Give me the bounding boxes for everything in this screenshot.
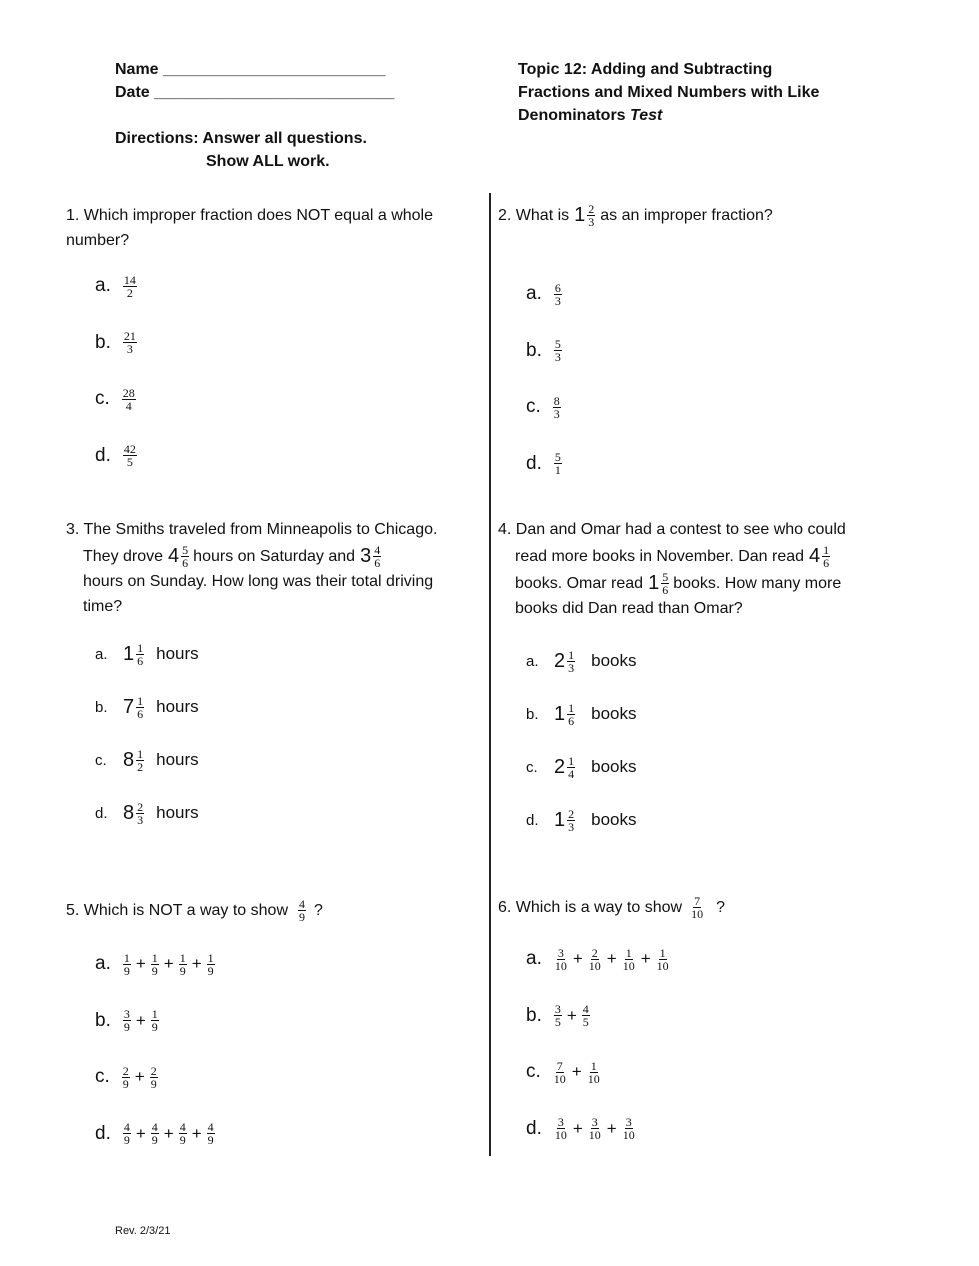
question-1-line1: 1. Which improper fraction does NOT equal a whole [66, 207, 433, 224]
option-term-num: 1 [123, 950, 130, 965]
option-term-den: 9 [207, 963, 214, 978]
option-term-den: 10 [554, 1128, 567, 1142]
option-term [151, 1121, 159, 1146]
option-term-den: 10 [588, 1128, 601, 1142]
plus-sign: + [191, 1123, 202, 1143]
option-expression [552, 1003, 592, 1028]
q6-option-b[interactable] [526, 1000, 672, 1032]
option-term-num: 4 [207, 1120, 214, 1134]
option-num: 1 [137, 640, 144, 655]
question-3-text [66, 517, 486, 619]
question-2-prefix: 2. What is [498, 207, 570, 224]
option-letter: d. [95, 444, 111, 466]
question-3-line1: 3. The Smiths traveled from Minneapolis to Chicago. [66, 521, 438, 538]
question-4-line2-a: read more books in November. Dan read [515, 548, 805, 565]
question-5-num: 4 [299, 897, 305, 911]
topic-title-test: Test [630, 107, 663, 124]
option-unit: hours [156, 697, 199, 716]
option-term-den: 9 [122, 1076, 129, 1091]
option-letter: a. [95, 645, 108, 663]
option-term-den: 10 [622, 1128, 635, 1142]
option-letter: c. [95, 751, 107, 769]
question-1-options [95, 270, 139, 496]
date-field-label: Date ___________________________ [115, 84, 395, 101]
option-term [582, 1003, 590, 1028]
q3-option-d[interactable] [95, 799, 199, 827]
plus-sign: + [572, 1118, 583, 1138]
option-den: 3 [554, 350, 561, 364]
option-term [179, 1121, 187, 1146]
option-den: 4 [125, 398, 132, 413]
question-3-line4: time? [83, 598, 123, 615]
option-fraction [554, 282, 562, 307]
option-term [151, 952, 159, 977]
option-whole: 1 [554, 808, 566, 831]
option-mixed-number [554, 702, 637, 727]
option-term [123, 952, 131, 977]
option-letter: a. [526, 283, 542, 304]
option-num: 1 [568, 647, 575, 662]
option-term-den: 10 [554, 958, 567, 973]
question-4-mixed2-den: 6 [662, 583, 669, 597]
option-fraction [136, 695, 144, 720]
option-fraction [136, 801, 144, 826]
option-letter: b. [526, 705, 539, 723]
q6-option-a[interactable] [526, 943, 672, 975]
question-4-line2 [498, 544, 938, 569]
topic-title-line2: Fractions and Mixed Numbers with Like [518, 84, 820, 101]
option-fraction [123, 443, 137, 468]
q2-option-c[interactable] [526, 391, 564, 423]
option-term-den: 10 [622, 958, 635, 973]
option-term [622, 947, 636, 972]
option-term-num: 2 [150, 1063, 157, 1078]
question-4-mixed2-fraction [661, 571, 669, 596]
option-term [588, 947, 602, 972]
option-term-num: 2 [122, 1063, 129, 1078]
option-mixed-number [123, 695, 199, 720]
option-letter: c. [95, 1066, 110, 1087]
option-term-num: 3 [625, 1115, 632, 1129]
question-3-line2 [66, 544, 486, 569]
question-4-mixed1-fraction [822, 544, 830, 569]
option-term [151, 1008, 159, 1033]
plus-sign: + [163, 1123, 174, 1143]
option-fraction [554, 338, 562, 363]
option-num: 42 [123, 442, 136, 456]
option-term-den: 9 [179, 963, 186, 978]
q4-option-b[interactable] [526, 700, 637, 728]
option-num: 6 [554, 280, 561, 295]
option-term-num: 1 [590, 1058, 597, 1073]
plus-sign: + [163, 954, 174, 973]
plus-sign: + [191, 954, 202, 973]
option-unit: hours [156, 803, 199, 822]
question-1-text [66, 203, 433, 253]
option-letter: d. [526, 1117, 542, 1139]
question-3-options [95, 640, 199, 852]
q6-option-d[interactable] [526, 1113, 672, 1145]
option-term-den: 10 [656, 958, 669, 973]
option-den: 6 [568, 713, 575, 728]
option-letter: c. [95, 388, 110, 409]
option-term [123, 1008, 131, 1033]
q5-option-b[interactable] [95, 1005, 217, 1037]
question-5-fraction [298, 898, 306, 923]
option-term-den: 9 [151, 1133, 158, 1147]
option-letter: a. [95, 275, 111, 296]
q1-option-d[interactable] [95, 440, 139, 472]
option-num: 5 [554, 450, 561, 464]
revision-date: Rev. 2/3/21 [115, 1225, 171, 1237]
option-den: 3 [568, 660, 575, 675]
question-6-suffix: ? [716, 899, 725, 916]
directions-line2: Show ALL work. [206, 153, 330, 170]
question-3-mixed1-fraction [181, 544, 189, 569]
question-3-line2-b: hours on Saturday and [193, 548, 356, 565]
question-5-options [95, 948, 217, 1174]
directions-line1: Directions: Answer all questions. [115, 130, 367, 147]
option-term-num: 3 [557, 945, 564, 960]
question-4-mixed1-whole: 4 [809, 545, 821, 567]
option-mixed-number [123, 642, 199, 667]
question-2-den: 3 [588, 215, 595, 229]
q5-option-d[interactable] [95, 1118, 217, 1150]
question-3-line3: hours on Sunday. How long was their total driving [83, 573, 434, 590]
option-den: 3 [126, 342, 133, 356]
option-term-den: 5 [554, 1015, 561, 1029]
question-4-line3-b: books. How many more [673, 575, 842, 592]
option-fraction [136, 748, 144, 773]
option-term [554, 1003, 562, 1028]
option-letter: b. [526, 339, 542, 361]
option-letter: c. [526, 758, 538, 776]
option-num: 2 [137, 799, 144, 814]
option-whole: 1 [554, 702, 566, 725]
topic-title-line1: Topic 12: Adding and Subtracting [518, 61, 773, 78]
option-term-num: 3 [123, 1007, 130, 1021]
option-term [587, 1060, 601, 1085]
option-num: 1 [137, 746, 144, 761]
question-3-line2-a: They drove [83, 548, 164, 565]
option-mixed-number [554, 649, 637, 674]
question-4-line3 [498, 571, 938, 596]
option-term-num: 1 [151, 1007, 158, 1021]
option-den: 1 [554, 463, 561, 477]
option-letter: b. [95, 331, 111, 353]
question-4-mixed2-num: 5 [662, 570, 669, 584]
q2-option-a[interactable] [526, 278, 564, 310]
question-5-text [66, 898, 323, 923]
question-4-line1: 4. Dan and Omar had a contest to see who could [498, 521, 846, 538]
option-letter: a. [95, 953, 111, 974]
option-letter: b. [526, 1004, 542, 1026]
q3-option-a[interactable] [95, 640, 199, 668]
option-unit: hours [156, 750, 199, 769]
question-3-mixed1-den: 6 [182, 556, 189, 570]
question-5-suffix: ? [314, 902, 323, 919]
option-term [207, 952, 215, 977]
question-4-line3-a: books. Omar read [515, 575, 644, 592]
q2-option-b[interactable] [526, 335, 564, 367]
plus-sign: + [640, 949, 651, 968]
option-unit: books [591, 757, 637, 776]
option-term-num: 7 [556, 1058, 563, 1073]
plus-sign: + [571, 1062, 582, 1081]
question-6-fraction [690, 895, 704, 920]
option-den: 3 [553, 406, 560, 421]
question-6-options [526, 943, 672, 1169]
option-num: 1 [568, 700, 575, 715]
question-3-mixed1-num: 5 [182, 543, 189, 557]
q4-option-c[interactable] [526, 753, 637, 781]
plus-sign: + [135, 954, 146, 973]
option-den: 4 [568, 766, 575, 781]
question-2-suffix: as an improper fraction? [600, 207, 773, 224]
topic-title-line3 [518, 104, 662, 127]
option-expression [551, 1060, 603, 1085]
option-letter: c. [526, 1061, 541, 1082]
question-3-mixed2-fraction [373, 544, 381, 569]
option-term-den: 10 [588, 958, 601, 973]
option-expression [120, 1065, 160, 1090]
option-fraction [567, 702, 575, 727]
option-term-den: 10 [553, 1071, 566, 1086]
option-fraction [554, 451, 562, 476]
plus-sign: + [566, 1005, 577, 1025]
option-term-num: 4 [123, 1120, 130, 1134]
question-4-text [498, 517, 938, 621]
option-mixed-number [123, 801, 199, 826]
option-term-den: 10 [587, 1071, 600, 1086]
option-term-num: 4 [582, 1002, 589, 1016]
option-letter: b. [95, 698, 108, 716]
option-whole: 7 [123, 695, 135, 718]
question-5-prefix: 5. Which is NOT a way to show [66, 902, 288, 919]
question-4-options [526, 647, 637, 859]
option-fraction [123, 274, 137, 299]
option-expression [552, 947, 672, 972]
option-letter: d. [95, 804, 108, 822]
question-2-options [526, 278, 564, 504]
option-whole: 1 [123, 642, 135, 665]
option-term-num: 3 [591, 1115, 598, 1129]
question-6-num: 7 [694, 894, 701, 908]
option-fraction [122, 387, 136, 412]
option-whole: 8 [123, 801, 135, 824]
option-num: 2 [568, 806, 575, 821]
option-unit: hours [156, 644, 199, 663]
option-whole: 2 [554, 755, 566, 778]
question-3-mixed2-den: 6 [374, 556, 381, 570]
option-expression [121, 1008, 161, 1033]
option-fraction [567, 755, 575, 780]
option-expression [121, 952, 217, 977]
option-den: 2 [137, 759, 144, 774]
option-letter: b. [95, 1009, 111, 1031]
option-expression [552, 1116, 638, 1141]
option-term [207, 1121, 215, 1146]
option-term-num: 1 [659, 945, 666, 960]
question-2-text [498, 203, 773, 228]
q2-option-d[interactable] [526, 448, 564, 480]
option-term-num: 3 [557, 1115, 564, 1129]
option-expression [121, 1121, 217, 1146]
plus-sign: + [135, 1010, 146, 1030]
option-term-num: 3 [554, 1002, 561, 1016]
option-term-num: 4 [151, 1120, 158, 1134]
option-num: 14 [123, 272, 136, 287]
option-den: 5 [126, 455, 133, 469]
option-fraction [567, 808, 575, 833]
question-3-mixed1-whole: 4 [168, 545, 180, 567]
option-term [588, 1116, 602, 1141]
option-mixed-number [554, 808, 637, 833]
option-term-num: 1 [179, 950, 186, 965]
option-term [554, 947, 568, 972]
question-2-num: 2 [588, 202, 595, 216]
option-term-den: 9 [123, 963, 130, 978]
option-den: 3 [137, 812, 144, 827]
q5-option-a[interactable] [95, 948, 217, 980]
option-num: 21 [123, 329, 136, 343]
option-fraction [123, 330, 137, 355]
question-6-text [498, 895, 725, 920]
option-term-num: 1 [207, 950, 214, 965]
plus-sign: + [572, 949, 583, 968]
option-term-num: 1 [151, 950, 158, 965]
question-3-mixed2-num: 4 [374, 543, 381, 557]
q6-option-c[interactable] [526, 1056, 672, 1088]
q1-option-c[interactable] [95, 383, 139, 415]
question-1-line2: number? [66, 232, 130, 249]
option-den: 6 [137, 706, 144, 721]
q4-option-d[interactable] [526, 806, 637, 834]
option-den: 2 [126, 285, 133, 300]
q1-option-b[interactable] [95, 327, 139, 359]
option-letter: a. [526, 652, 539, 670]
option-num: 1 [137, 693, 144, 708]
option-term-den: 9 [151, 1020, 158, 1034]
option-term-num: 2 [591, 945, 598, 960]
topic-title-denominators: Denominators [518, 107, 626, 124]
question-4-mixed1-num: 1 [823, 543, 830, 557]
name-field-label: Name _________________________ [115, 61, 386, 78]
option-term-den: 9 [150, 1076, 157, 1091]
option-den: 6 [137, 653, 144, 668]
option-num: 5 [554, 337, 561, 351]
option-term [123, 1121, 131, 1146]
question-4-line4: books did Dan read than Omar? [515, 600, 743, 617]
q3-option-b[interactable] [95, 693, 199, 721]
plus-sign: + [135, 1123, 146, 1143]
option-term [150, 1065, 158, 1090]
option-term-num: 4 [179, 1120, 186, 1134]
option-letter: c. [526, 396, 541, 417]
q5-option-c[interactable] [95, 1061, 217, 1093]
option-term [553, 1060, 567, 1085]
question-6-prefix: 6. Which is a way to show [498, 899, 683, 916]
option-num: 28 [122, 385, 135, 400]
option-term-num: 1 [625, 945, 632, 960]
option-den: 3 [554, 293, 561, 308]
option-unit: books [591, 704, 637, 723]
option-mixed-number [123, 748, 199, 773]
option-letter: d. [526, 811, 539, 829]
question-6-den: 10 [691, 907, 704, 921]
column-divider [489, 193, 491, 1156]
question-4-mixed1-den: 6 [823, 556, 830, 570]
option-unit: books [591, 810, 637, 829]
option-term [656, 947, 670, 972]
option-num: 1 [568, 753, 575, 768]
option-letter: d. [95, 1122, 111, 1144]
option-term-den: 9 [151, 963, 158, 978]
option-fraction [553, 395, 561, 420]
q4-option-a[interactable] [526, 647, 637, 675]
option-whole: 2 [554, 649, 566, 672]
option-letter: a. [526, 948, 542, 969]
option-term-den: 9 [123, 1133, 130, 1147]
option-term [554, 1116, 568, 1141]
question-2-whole: 1 [574, 204, 586, 226]
question-3-mixed2-whole: 3 [360, 545, 372, 567]
option-whole: 8 [123, 748, 135, 771]
option-term-den: 9 [207, 1133, 214, 1147]
plus-sign: + [606, 949, 617, 968]
option-term [622, 1116, 636, 1141]
option-letter: d. [526, 452, 542, 474]
question-4-mixed2-whole: 1 [648, 572, 660, 594]
q3-option-c[interactable] [95, 746, 199, 774]
option-den: 3 [568, 819, 575, 834]
question-2-fraction [587, 203, 595, 228]
option-term-den: 9 [179, 1133, 186, 1147]
option-term-den: 5 [582, 1015, 589, 1029]
option-unit: books [591, 651, 637, 670]
option-term-den: 9 [123, 1020, 130, 1034]
plus-sign: + [606, 1118, 617, 1138]
q1-option-a[interactable] [95, 270, 139, 302]
question-5-den: 9 [299, 910, 305, 924]
option-mixed-number [554, 755, 637, 780]
option-fraction [136, 642, 144, 667]
option-fraction [567, 649, 575, 674]
plus-sign: + [134, 1067, 145, 1086]
option-term [122, 1065, 130, 1090]
option-num: 8 [553, 393, 560, 408]
option-term [179, 952, 187, 977]
